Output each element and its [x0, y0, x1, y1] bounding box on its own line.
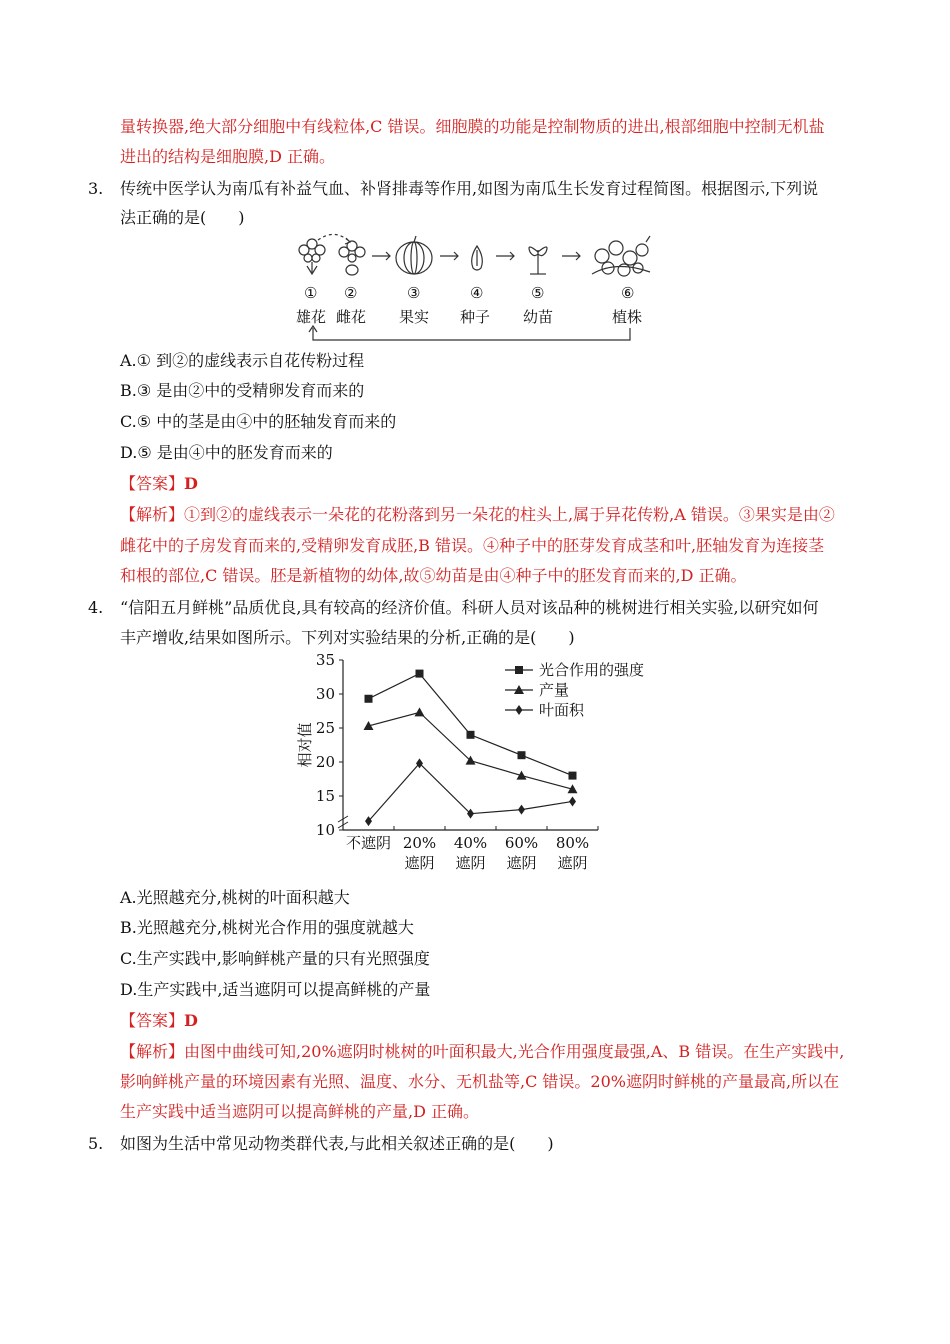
q3-number: 3. — [88, 179, 104, 198]
prev-analysis-line-1: 量转换器,绝大部分细胞中有线粒体,C 错误。细胞膜的功能是控制物质的进出,根部细胞中控制无机盐 — [120, 117, 825, 136]
x-tick-label: 遮阴 — [404, 854, 435, 872]
data-point-2-3 — [518, 805, 525, 815]
q3-analysis-line-1: 【解析】①到②的虚线表示一朵花的花粉落到另一朵花的柱头上,属于异花传粉,A 错误。③果实是由② — [120, 505, 835, 524]
q3-option-a: A.① 到②的虚线表示自花传粉过程 — [120, 351, 365, 370]
q3-option-d: D.⑤ 是由④中的胚发育而来的 — [120, 443, 333, 462]
series-line-1 — [369, 712, 573, 789]
data-point-1-1 — [415, 707, 425, 716]
stage-mark-2: ② — [344, 284, 358, 302]
x-tick-label: 遮阴 — [455, 854, 486, 872]
answer-value: D — [184, 474, 198, 493]
y-axis-label: 相对值 — [296, 722, 314, 768]
q4-option-b: B.光照越充分,桃树光合作用的强度就越大 — [120, 918, 414, 937]
answer-label: 【答案】 — [120, 1011, 185, 1030]
y-tick-label: 30 — [315, 685, 335, 703]
q3-analysis-line-3: 和根的部位,C 错误。胚是新植物的幼体,故⑤幼苗是由④种子中的胚发育而来的,D 正确。 — [120, 566, 747, 585]
x-tick-label: 遮阴 — [506, 854, 537, 872]
data-point-0-4 — [569, 772, 577, 780]
x-tick-label: 20% — [402, 834, 437, 852]
y-tick-label: 20 — [315, 753, 335, 771]
q5-stem-line-1: 如图为生活中常见动物类群代表,与此相关叙述正确的是( ) — [120, 1134, 554, 1153]
stage-label-seedling: 幼苗 — [523, 308, 554, 326]
x-tick-label: 不遮阴 — [345, 834, 392, 852]
q3-option-c: C.⑤ 中的茎是由④中的胚轴发育而来的 — [120, 412, 397, 431]
q4-stem-line-1: “信阳五月鲜桃”品质优良,具有较高的经济价值。科研人员对该品种的桃树进行相关实验,以研究如何 — [120, 598, 819, 617]
data-point-2-2 — [467, 809, 474, 819]
data-point-0-2 — [467, 731, 475, 739]
q4-analysis-line-2: 影响鲜桃产量的环境因素有光照、温度、水分、无机盐等,C 错误。20%遮阴时鲜桃的产量最高,所以在 — [120, 1072, 840, 1091]
x-tick-label: 60% — [504, 834, 539, 852]
answer-label: 【答案】 — [120, 474, 185, 493]
q3-option-b: B.③ 是由②中的受精卵发育而来的 — [120, 381, 365, 400]
q4-answer — [120, 1011, 198, 1031]
stage-mark-5: ⑤ — [531, 284, 545, 302]
pumpkin-lifecycle-figure — [290, 230, 670, 350]
stage-mark-1: ① — [304, 284, 318, 302]
male-flower-icon — [299, 239, 325, 274]
y-tick-label: 10 — [315, 821, 335, 839]
y-tick-label: 25 — [315, 719, 335, 737]
q3-stem-line-1: 传统中医学认为南瓜有补益气血、补肾排毒等作用,如图为南瓜生长发育过程简图。根据图示,下列说 — [120, 179, 819, 198]
q4-option-a: A.光照越充分,桃树的叶面积越大 — [120, 888, 350, 907]
seedling-icon — [529, 247, 547, 274]
arrow-icon-4 — [562, 252, 580, 260]
x-tick-label: 遮阴 — [557, 854, 588, 872]
stage-mark-3: ③ — [407, 284, 421, 302]
analysis-label: 【解析】 — [120, 1042, 185, 1061]
legend-marker — [515, 666, 523, 674]
q3-answer — [120, 474, 198, 494]
stage-label-female-flower: 雌花 — [336, 308, 367, 326]
q3-stem-line-2: 法正确的是( ) — [120, 208, 245, 227]
legend-label: 光合作用的强度 — [539, 661, 645, 679]
data-point-2-4 — [569, 796, 576, 806]
stage-mark-4: ④ — [470, 284, 484, 302]
legend-label: 叶面积 — [539, 701, 585, 719]
prev-analysis-line-2: 进出的结构是细胞膜,D 正确。 — [120, 147, 336, 166]
analysis-label: 【解析】 — [120, 505, 185, 524]
pumpkin-fruit-icon — [396, 236, 432, 274]
x-tick-label: 40% — [453, 834, 488, 852]
arrow-icon-1 — [372, 252, 390, 260]
q4-analysis-line-1: 【解析】由图中曲线可知,20%遮阴时桃树的叶面积最大,光合作用强度最强,A、B 错误。在生产实践中, — [120, 1042, 845, 1061]
q4-option-c: C.生产实践中,影响鲜桃产量的只有光照强度 — [120, 949, 430, 968]
female-flower-icon — [339, 241, 365, 275]
q5-number: 5. — [88, 1134, 104, 1153]
seed-icon — [472, 246, 483, 270]
stage-label-plant: 植株 — [612, 308, 643, 326]
data-point-0-1 — [416, 670, 424, 678]
stage-label-male-flower: 雄花 — [296, 308, 327, 326]
y-tick-label: 35 — [315, 651, 335, 669]
q3-analysis-line-2: 雌花中的子房发育而来的,受精卵发育成胚,B 错误。④种子中的胚芽发育成茎和叶,胚轴发育为连接茎 — [120, 536, 825, 555]
stage-mark-6: ⑥ — [621, 284, 635, 302]
arrow-icon-2 — [440, 252, 458, 260]
data-point-0-3 — [518, 751, 526, 759]
q4-number: 4. — [88, 598, 104, 617]
y-tick-label: 15 — [315, 787, 335, 805]
q4-stem-line-2: 丰产增收,结果如图所示。下列对实验结果的分析,正确的是( ) — [120, 628, 575, 647]
data-point-0-0 — [365, 695, 373, 703]
x-tick-label: 80% — [555, 834, 590, 852]
pumpkin-plant-icon — [592, 236, 650, 276]
cycle-return-line — [313, 328, 630, 340]
legend-marker — [516, 705, 523, 715]
pollination-dashed-arrow — [318, 234, 350, 242]
peach-shading-chart — [290, 650, 670, 880]
stage-label-fruit: 果实 — [399, 308, 430, 326]
arrow-icon-3 — [496, 252, 514, 260]
stage-label-seed: 种子 — [460, 308, 491, 326]
answer-value: D — [184, 1011, 198, 1030]
q4-analysis-line-3: 生产实践中适当遮阴可以提高鲜桃的产量,D 正确。 — [120, 1102, 480, 1121]
legend-label: 产量 — [539, 681, 570, 699]
q4-option-d: D.生产实践中,适当遮阴可以提高鲜桃的产量 — [120, 980, 431, 999]
